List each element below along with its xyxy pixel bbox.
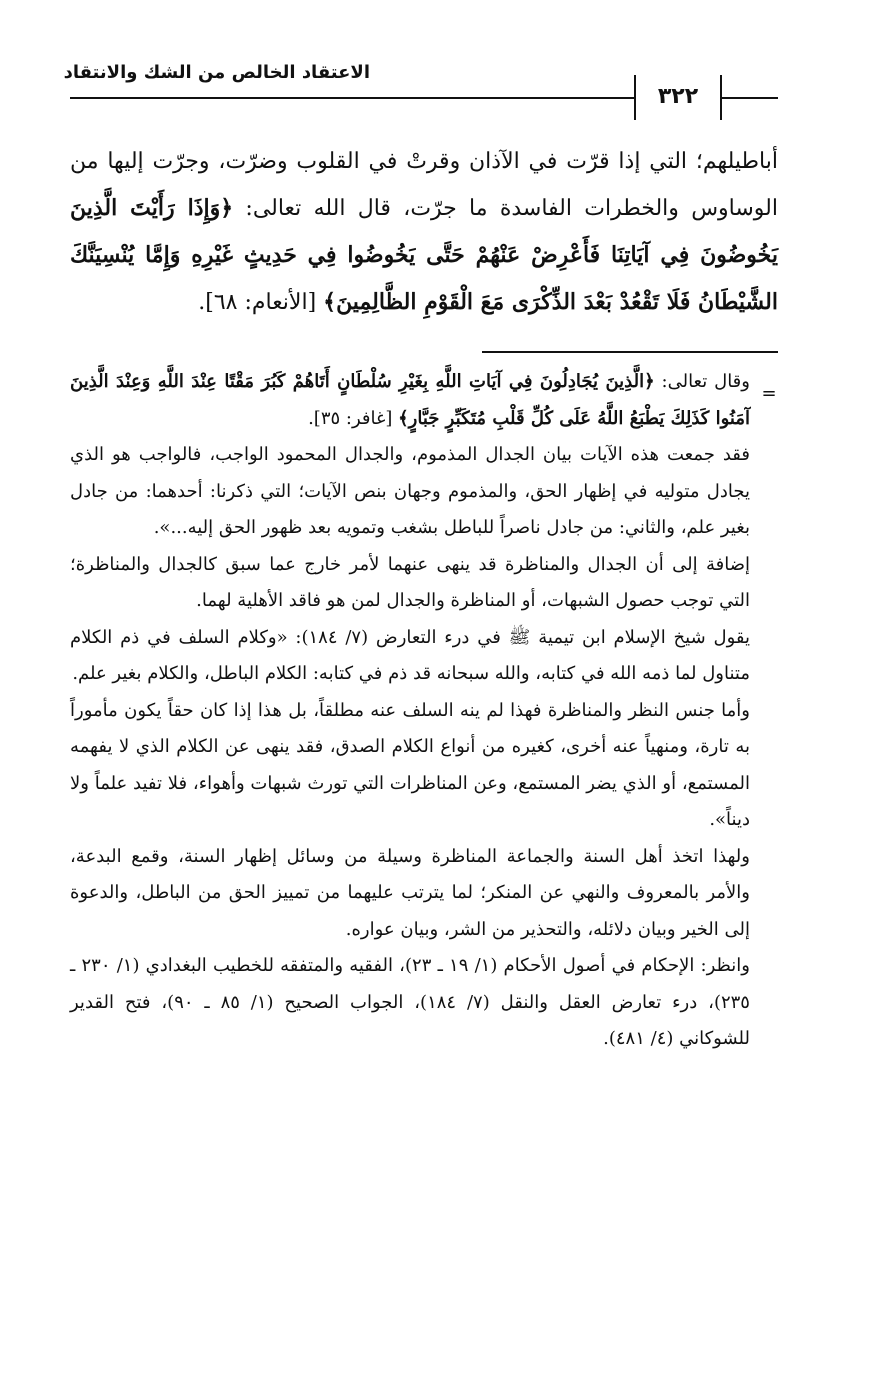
verse-citation: [الأنعام: ٦٨]. xyxy=(198,290,324,315)
main-paragraph xyxy=(70,138,778,326)
running-title: الاعتقاد الخالص من الشك والانتقاد xyxy=(63,62,370,83)
footnote-paragraph: يقول شيخ الإسلام ابن تيمية ﷺ في درء التعارض (٧/ ١٨٤): «وكلام السلف في ذم الكلام متناول لما ذمه الله في كتابه، والله سبحانه قد ذم في كتابه: الكلام الباطل، والكلام بغير علم. xyxy=(70,626,750,684)
main-text: أباطيلهم؛ التي إذا قرّت في الآذان وقرتْ في القلوب وضرّت، وجرّت إليها من الوساوس والخطرات الفاسدة ما جرّت، قال الله تعالى: xyxy=(70,149,778,221)
header-rule xyxy=(70,97,635,99)
footnote-paragraph: ولهذا اتخذ أهل السنة والجماعة المناظرة وسيلة من وسائل إظهار السنة، وقمع البدعة، والأمر بالمعروف والنهي عن المنكر؛ لما يترتب عليهما من تمييز الحق من الباطل، والدعوة إلى الخير وبيان دلائله، والتحذير من الشر، وبيان عواره. xyxy=(70,845,750,940)
footnote-paragraph xyxy=(70,364,750,437)
footnotes xyxy=(70,364,750,1058)
footnote-paragraph: فقد جمعت هذه الآيات بيان الجدال المذموم، والجدال المحمود الواجب، فالواجب هو الذي يجادل متوليه في إظهار الحق، والمذموم وجهان بنص الآيات؛ التي ذكرنا: أحدهما: من جادل بغير علم، والثاني: من جادل ناصراً للباطل بشغب وتمويه بعد ظهور الحق إليه...». xyxy=(70,444,750,538)
header-rule-right xyxy=(722,97,778,99)
page-number-left-bar xyxy=(634,75,636,120)
footnote-intro: وقال تعالى: xyxy=(654,371,750,392)
page-number: ٣٢٢ xyxy=(657,84,699,109)
footnote-verse-citation: [غافر: ٣٥]. xyxy=(308,407,399,429)
footnote-paragraph: وأما جنس النظر والمناظرة فهذا لم ينه السلف عنه مطلقاً، بل هذا إذا كان حقاً يكون مأموراً به تارة، ومنهياً عنه أخرى، كغيره من أنواع الكلام الصدق، فقد ينهى عن الكلام الذي لا يفهمه المستمع، أو الذي يضر المستمع، وعن المناظرات التي تورث شبهات وأهواء، فلا تفيد علماً ولا ديناً». xyxy=(70,699,750,830)
footnote-verse: ﴿الَّذِينَ يُجَادِلُونَ فِي آيَاتِ اللَّهِ بِغَيْرِ سُلْطَانٍ أَتَاهُمْ كَبُرَ مَقْتًا عِنْدَ اللَّهِ وَعِنْدَ الَّذِينَ آمَنُوا كَذَلِكَ يَطْبَعُ اللَّهُ عَلَى كُلِّ قَلْبِ مُتَكَبِّرٍ جَبَّارٍ﴾ xyxy=(70,371,750,429)
footnote-separator xyxy=(482,351,778,353)
footnote-continuation-marker: = xyxy=(761,383,777,404)
footnote-paragraph: وانظر: الإحكام في أصول الأحكام (١/ ١٩ ـ ٢٣)، الفقيه والمتفقه للخطيب البغدادي (١/ ٢٣٠ ـ ٢٣٥)، درء تعارض العقل والنقل (٧/ ١٨٤)، الجواب الصحيح (١/ ٨٥ ـ ٩٠)، فتح القدير للشوكاني (٤/ ٤٨١). xyxy=(70,955,750,1049)
footnote-paragraph: إضافة إلى أن الجدال والمناظرة قد ينهى عنهما لأمر خارج عما سبق كالجدال والمناظرة؛ التي توجب حصول الشبهات، أو المناظرة والجدال لمن هو فاقد الأهلية لهما. xyxy=(70,553,750,611)
quran-verse: ﴿وَإِذَا رَأَيْتَ الَّذِينَ يَخُوضُونَ فِي آيَاتِنَا فَأَعْرِضْ عَنْهُمْ حَتَّى يَخُوضُوا فِي حَدِيثٍ غَيْرِهِ وَإِمَّا يُنْسِيَنَّكَ الشَّيْطَانُ فَلَا تَقْعُدْ بَعْدَ الذِّكْرَى مَعَ الْقَوْمِ الظَّالِمِينَ﴾ xyxy=(70,195,778,315)
